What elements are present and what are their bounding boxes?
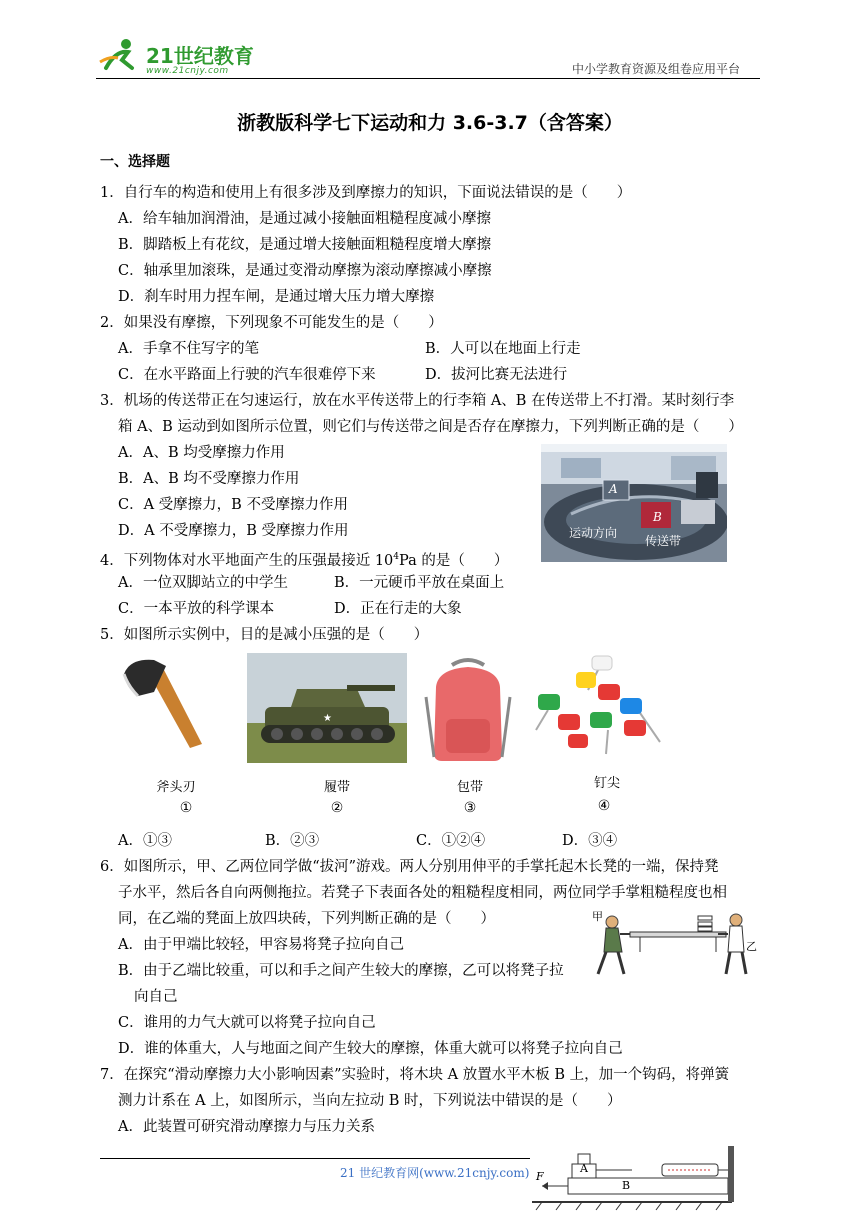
question-2-option-d: D．拔河比赛无法进行 — [425, 367, 568, 383]
question-6-stem-line3: 同，在乙端的凳面上放四块砖，下列判断正确的是（ ） — [118, 911, 495, 927]
direction-label: 运动方向 — [569, 526, 618, 540]
question-1-option-a: A．给车轴加润滑油，是通过减小接触面粗糙程度减小摩擦 — [118, 211, 491, 227]
question-2-option-b: B．人可以在地面上行走 — [425, 341, 581, 357]
platform-name: 中小学教育资源及组卷应用平台 — [572, 62, 741, 76]
question-7-stem-line1: 7．在探究“滑动摩擦力大小影响因素”实验时，将木块 A 放置水平木板 B 上，加一个钩码，将弹簧 — [100, 1067, 730, 1083]
question-3-option-d: D．A 不受摩擦力，B 受摩擦力作用 — [118, 523, 349, 539]
logo-icon — [96, 38, 146, 74]
question-3-stem-line1: 3．机场的传送带正在匀速运行，放在水平传送带上的行李箱 A、B 在传送带上不打滑。某时刻行李 — [100, 393, 735, 409]
question-6-stem-line2: 子水平，然后各自向两侧拖拉。若凳子下表面各处的粗糙程度相同，两位同学手掌粗糙程度也相 — [118, 885, 727, 901]
question-1-option-c: C．轴承里加滚珠，是通过变滑动摩擦为滚动摩擦减小摩擦 — [118, 263, 492, 279]
caption-pushpins: 钉尖 — [593, 776, 620, 791]
label-jia: 甲 — [592, 910, 603, 923]
label-a: A — [609, 482, 618, 496]
num-backpack: ③ — [463, 800, 477, 816]
footer-text: 21 世纪教育网(www.21cnjy.com) — [340, 1166, 530, 1180]
question-1-option-d: D．刹车时用力捏车闸，是通过增大压力增大摩擦 — [118, 289, 435, 305]
image-backpack — [418, 657, 518, 767]
question-6-option-b-cont: 向自己 — [134, 989, 178, 1005]
caption-backpack: 包带 — [456, 780, 483, 795]
question-6-option-c: C．谁用的力气大就可以将凳子拉向自己 — [118, 1015, 376, 1031]
friction-apparatus-figure — [532, 1142, 746, 1212]
image-axe — [120, 656, 232, 766]
question-2-stem: 2．如果没有摩擦，下列现象不可能发生的是（ ） — [100, 315, 443, 331]
question-5-option-c: C．①②④ — [416, 833, 486, 849]
question-3-stem-line2: 箱 A、B 运动到如图所示位置，则它们与传送带之间是否存在摩擦力，下列判断正确的是（ ） — [118, 419, 743, 435]
question-1-option-b: B．脚踏板上有花纹，是通过增大接触面粗糙程度增大摩擦 — [118, 237, 492, 253]
footer-rule — [100, 1158, 530, 1159]
question-4-stem-exp: 4 — [393, 552, 400, 562]
question-3-option-b: B．A、B 均不受摩擦力作用 — [118, 471, 300, 487]
label-b: B — [622, 1179, 631, 1192]
caption-tank: 履带 — [323, 780, 350, 795]
question-7-option-a: A．此装置可研究滑动摩擦力与压力关系 — [118, 1119, 375, 1135]
question-2-option-c: C．在水平路面上行驶的汽车很难停下来 — [118, 367, 376, 383]
header-rule — [96, 78, 760, 79]
caption-axe: 斧头刃 — [156, 780, 196, 795]
num-tank: ② — [330, 800, 344, 816]
question-7-stem-line2: 测力计系在 A 上，如图所示，当向左拉动 B 时，下列说法中错误的是（ ） — [118, 1093, 622, 1109]
num-pushpins: ④ — [597, 798, 611, 814]
question-4-option-d: D．正在行走的大象 — [334, 601, 462, 617]
conveyor-belt-photo — [541, 444, 727, 562]
question-6-stem-line1: 6．如图所示，甲、乙两位同学做“拔河”游戏。两人分别用伸平的手掌托起木长凳的一端，保持凳 — [100, 859, 719, 875]
question-4-option-a: A．一位双脚站立的中学生 — [118, 575, 288, 591]
question-4-option-b: B．一元硬币平放在桌面上 — [334, 575, 505, 591]
svg-text:★: ★ — [323, 713, 332, 724]
question-6-option-b: B．由于乙端比较重，可以和手之间产生较大的摩擦，乙可以将凳子拉 — [118, 963, 564, 979]
question-5-option-b: B．②③ — [265, 833, 320, 849]
label-yi: 乙 — [746, 940, 757, 953]
logo-url: www.21cnjy.com — [146, 66, 229, 76]
question-4-stem-pre: 4．下列物体对水平地面产生的压强最接近 10 — [100, 552, 394, 569]
belt-label: 传送带 — [645, 534, 682, 548]
section-heading: 一、选择题 — [100, 154, 170, 170]
image-tank — [247, 653, 407, 763]
question-2-option-a: A．手拿不住写字的笔 — [118, 341, 259, 357]
num-axe: ① — [179, 800, 193, 816]
question-4-option-c: C．一本平放的科学课本 — [118, 601, 275, 617]
question-4-stem-post: Pa 的是（ ） — [399, 552, 509, 569]
question-1-stem: 1．自行车的构造和使用上有很多涉及到摩擦力的知识，下面说法错误的是（ ） — [100, 185, 632, 201]
question-6-option-a: A．由于甲端比较轻，甲容易将凳子拉向自己 — [118, 937, 404, 953]
label-f: F — [536, 1170, 544, 1183]
question-3-option-c: C．A 受摩擦力，B 不受摩擦力作用 — [118, 497, 348, 513]
tug-bench-figure — [590, 908, 770, 980]
question-6-option-d: D．谁的体重大，人与地面之间产生较大的摩擦，体重大就可以将凳子拉向自己 — [118, 1041, 623, 1057]
logo-text: 21世纪教育 — [146, 44, 254, 68]
label-b: B — [653, 510, 662, 524]
question-5-option-a: A．①③ — [118, 833, 172, 849]
question-5-option-d: D．③④ — [562, 833, 618, 849]
page-title: 浙教版科学七下运动和力 3.6-3.7（含答案） — [237, 112, 623, 134]
image-pushpins — [528, 650, 666, 765]
question-5-stem: 5．如图所示实例中，目的是减小压强的是（ ） — [100, 627, 429, 643]
question-3-option-a: A．A、B 均受摩擦力作用 — [118, 445, 285, 461]
label-a: A — [580, 1162, 588, 1175]
